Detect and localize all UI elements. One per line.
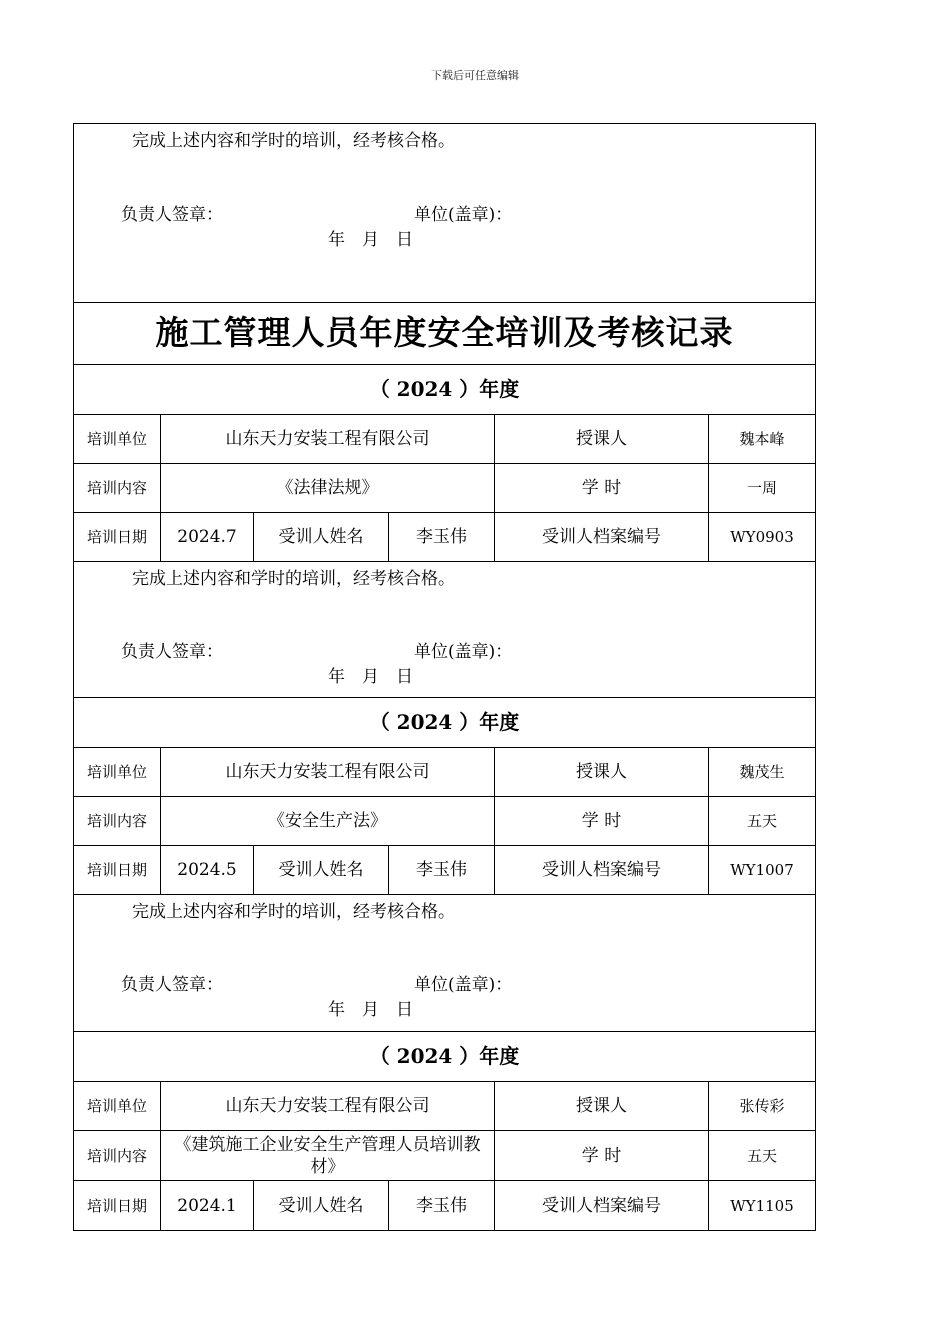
lecturer-value: 魏本峰 (739, 430, 785, 448)
label-file-no: 受训人档案编号 (495, 846, 709, 894)
table-row (74, 1181, 815, 1230)
year-row (74, 365, 815, 415)
hours-value: 一周 (746, 479, 777, 497)
label-content: 培训内容 (74, 1131, 161, 1180)
header-note: 下载后可任意编辑 (431, 69, 519, 82)
label-content: 培训内容 (74, 464, 161, 512)
date-value: 2024.1 (161, 1181, 254, 1230)
label-trainee-name: 受训人姓名 (254, 513, 389, 561)
certification-text: 完成上述内容和学时的培训，经考核合格。 (132, 131, 455, 151)
label-date: 培训日期 (74, 846, 161, 894)
unit-value: 山东天力安装工程有限公司 (161, 1082, 495, 1130)
lecturer-value: 魏茂生 (739, 763, 785, 781)
year-heading: （ 2024 ）年度 (369, 377, 520, 401)
label-lecturer: 授课人 (495, 1082, 709, 1130)
table-row (74, 1131, 815, 1181)
unit-seal-label: 单位(盖章)： (414, 975, 513, 995)
unit-value: 山东天力安装工程有限公司 (161, 748, 495, 796)
label-hours: 学 时 (495, 464, 709, 512)
certification-block (74, 895, 815, 1032)
content-value: 《建筑施工企业安全生产管理人员培训教材》 (161, 1131, 495, 1180)
year-heading: （ 2024 ）年度 (369, 1044, 520, 1068)
unit-value: 山东天力安装工程有限公司 (161, 415, 495, 463)
certification-text: 完成上述内容和学时的培训，经考核合格。 (132, 902, 455, 922)
label-date: 培训日期 (74, 513, 161, 561)
table-row (74, 748, 815, 797)
unit-seal-label: 单位(盖章)： (414, 642, 513, 662)
hours-value: 五天 (746, 1146, 777, 1165)
label-date: 培训日期 (74, 1181, 161, 1230)
label-trainee-name: 受训人姓名 (254, 846, 389, 894)
certification-block (74, 124, 815, 303)
label-trainee-name: 受训人姓名 (254, 1181, 389, 1230)
file-no-value: WY1105 (730, 1196, 794, 1215)
record-table (73, 123, 816, 1231)
label-file-no: 受训人档案编号 (495, 513, 709, 561)
certification-block (74, 562, 815, 698)
label-lecturer: 授课人 (495, 748, 709, 796)
signer-label: 负责人签章： (121, 642, 223, 662)
label-unit: 培训单位 (74, 415, 161, 463)
date-value: 2024.5 (161, 846, 254, 894)
label-hours: 学 时 (495, 797, 709, 845)
trainee-value: 李玉伟 (389, 846, 495, 894)
table-row (74, 797, 815, 846)
trainee-value: 李玉伟 (389, 513, 495, 561)
content-value: 《安全生产法》 (161, 797, 495, 845)
label-unit: 培训单位 (74, 1082, 161, 1130)
unit-seal-label: 单位(盖章)： (414, 205, 513, 225)
year-row (74, 1032, 815, 1082)
label-hours: 学 时 (495, 1131, 709, 1180)
certification-text: 完成上述内容和学时的培训，经考核合格。 (132, 569, 455, 589)
file-no-value: WY1007 (730, 861, 794, 879)
content-value: 《法律法规》 (161, 464, 495, 512)
table-row (74, 846, 815, 895)
signer-label: 负责人签章： (121, 205, 223, 225)
title-row (74, 303, 815, 365)
date-value: 2024.7 (161, 513, 254, 561)
signer-label: 负责人签章： (121, 975, 223, 995)
date-label: 年 月 日 (328, 230, 413, 250)
trainee-value: 李玉伟 (389, 1181, 495, 1230)
label-content: 培训内容 (74, 797, 161, 845)
table-row (74, 513, 815, 562)
table-row (74, 1082, 815, 1131)
label-file-no: 受训人档案编号 (495, 1181, 709, 1230)
hours-value: 五天 (746, 812, 777, 830)
date-label: 年 月 日 (328, 1000, 413, 1020)
year-heading: （ 2024 ）年度 (369, 710, 520, 734)
label-lecturer: 授课人 (495, 415, 709, 463)
table-row (74, 464, 815, 513)
file-no-value: WY0903 (730, 528, 794, 546)
table-row (74, 415, 815, 464)
label-unit: 培训单位 (74, 748, 161, 796)
lecturer-value: 张传彩 (739, 1097, 785, 1115)
year-row (74, 698, 815, 748)
date-label: 年 月 日 (328, 667, 413, 687)
page-title: 施工管理人员年度安全培训及考核记录 (155, 313, 734, 352)
